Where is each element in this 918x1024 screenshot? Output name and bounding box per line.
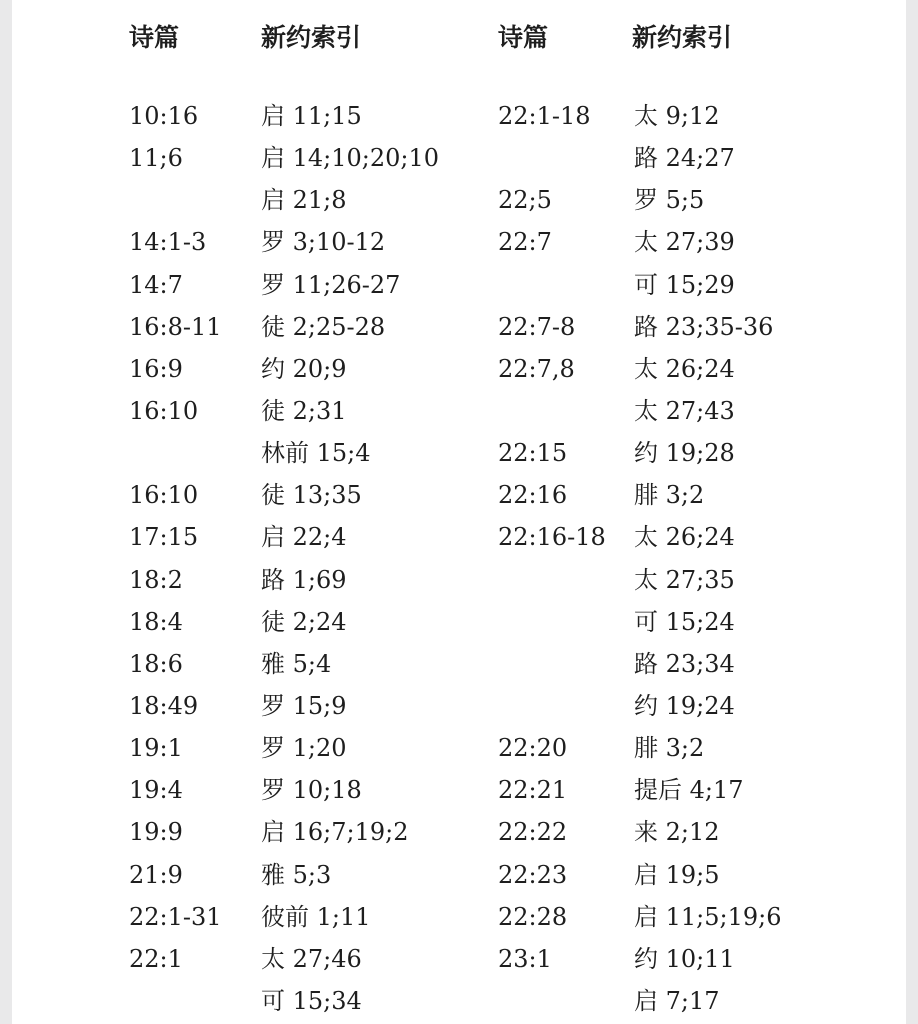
nt-ref-left: 罗 1;20 <box>261 734 347 763</box>
psalm-ref-left: 18:2 <box>129 565 183 594</box>
psalm-ref-left: 14:1-3 <box>129 228 207 257</box>
nt-ref-left: 彼前 1;11 <box>261 902 371 931</box>
table-row <box>12 348 906 390</box>
psalm-ref-left: 17:15 <box>129 523 199 552</box>
nt-ref-right: 罗 5;5 <box>634 186 705 215</box>
nt-ref-right: 腓 3;2 <box>634 481 705 510</box>
header-psalms-right: 诗篇 <box>498 23 549 52</box>
psalm-ref-left: 18:4 <box>129 607 183 636</box>
nt-ref-left: 徒 2;24 <box>261 607 347 636</box>
nt-ref-right: 启 7;17 <box>634 986 720 1015</box>
table-row <box>12 516 906 558</box>
psalm-ref-left: 10:16 <box>129 102 199 130</box>
table-row <box>12 643 906 685</box>
table-row <box>12 264 906 306</box>
header-psalms-left: 诗篇 <box>129 23 180 52</box>
psalm-ref-left: 19:4 <box>129 776 183 805</box>
nt-ref-right: 可 15;29 <box>634 270 735 299</box>
table-row <box>12 980 906 1022</box>
nt-ref-left: 徒 2;25-28 <box>261 312 386 341</box>
nt-ref-right: 太 26;24 <box>634 354 735 383</box>
nt-ref-left: 启 21;8 <box>261 186 347 215</box>
psalm-ref-right: 22:7-8 <box>498 312 576 341</box>
nt-ref-left: 启 22;4 <box>261 523 347 552</box>
table-row <box>12 854 906 896</box>
nt-ref-left: 太 27;46 <box>261 944 362 973</box>
table-row <box>12 474 906 516</box>
psalm-ref-left: 19:1 <box>129 734 183 763</box>
psalm-ref-left: 14:7 <box>129 270 183 299</box>
nt-ref-left: 罗 11;26-27 <box>261 270 401 299</box>
header-nt-index-left: 新约索引 <box>261 23 362 52</box>
psalm-ref-right: 22:15 <box>498 439 568 468</box>
nt-ref-left: 罗 10;18 <box>261 776 362 805</box>
table-row <box>12 811 906 853</box>
nt-ref-right: 来 2;12 <box>634 818 720 847</box>
table-row <box>12 769 906 811</box>
table-row <box>12 559 906 601</box>
psalm-ref-left: 11;6 <box>129 144 183 173</box>
psalm-ref-left: 18:49 <box>129 691 199 720</box>
nt-ref-left: 启 11;15 <box>261 102 362 130</box>
psalm-ref-right: 22:23 <box>498 860 568 889</box>
nt-ref-left: 徒 13;35 <box>261 481 362 510</box>
psalm-ref-right: 22:28 <box>498 902 568 931</box>
nt-ref-left: 路 1;69 <box>261 565 347 594</box>
psalm-ref-right: 22:22 <box>498 818 568 847</box>
psalm-ref-right: 22;5 <box>498 186 552 215</box>
nt-ref-right: 太 27;39 <box>634 228 735 257</box>
psalm-ref-left: 16:9 <box>129 354 183 383</box>
nt-ref-left: 启 16;7;19;2 <box>261 818 409 847</box>
index-table-body <box>12 95 906 1022</box>
psalm-ref-right: 22:1-18 <box>498 102 591 130</box>
table-row <box>12 221 906 263</box>
nt-ref-right: 约 19;24 <box>634 691 735 720</box>
psalm-ref-left: 18:6 <box>129 649 183 678</box>
nt-ref-right: 太 27;43 <box>634 396 735 425</box>
nt-ref-left: 徒 2;31 <box>261 396 347 425</box>
header-nt-index-right: 新约索引 <box>632 23 733 52</box>
index-page <box>12 0 906 1024</box>
nt-ref-right: 约 19;28 <box>634 439 735 468</box>
psalm-ref-right: 22:7,8 <box>498 354 575 383</box>
psalm-ref-left: 16:10 <box>129 481 199 510</box>
table-row <box>12 685 906 727</box>
nt-ref-right: 可 15;24 <box>634 607 735 636</box>
nt-ref-left: 罗 3;10-12 <box>261 228 386 257</box>
psalm-ref-right: 22:7 <box>498 228 552 257</box>
psalm-ref-left: 21:9 <box>129 860 183 889</box>
nt-ref-right: 路 23;35-36 <box>634 312 774 341</box>
psalm-ref-left: 22:1-31 <box>129 902 222 931</box>
nt-ref-left: 林前 15;4 <box>261 439 371 468</box>
nt-ref-right: 太 9;12 <box>634 102 720 130</box>
nt-ref-right: 启 11;5;19;6 <box>634 902 782 931</box>
psalm-ref-right: 22:20 <box>498 734 568 763</box>
table-row <box>12 306 906 348</box>
psalm-ref-left: 16:8-11 <box>129 312 222 341</box>
nt-ref-right: 启 19;5 <box>634 860 720 889</box>
psalm-ref-left: 22:1 <box>129 944 183 973</box>
psalm-ref-right: 22:16 <box>498 481 568 510</box>
nt-ref-left: 雅 5;3 <box>261 860 332 889</box>
psalm-ref-left: 19:9 <box>129 818 183 847</box>
nt-ref-left: 启 14;10;20;10 <box>261 144 440 173</box>
table-row <box>12 601 906 643</box>
nt-ref-right: 路 24;27 <box>634 144 735 173</box>
nt-ref-right: 路 23;34 <box>634 649 735 678</box>
nt-ref-right: 太 26;24 <box>634 523 735 552</box>
nt-ref-left: 约 20;9 <box>261 354 347 383</box>
psalm-ref-left: 16:10 <box>129 396 199 425</box>
psalm-ref-right: 23:1 <box>498 944 552 973</box>
nt-ref-left: 罗 15;9 <box>261 691 347 720</box>
nt-ref-right: 提后 4;17 <box>634 776 744 805</box>
nt-ref-left: 可 15;34 <box>261 986 362 1015</box>
table-row <box>12 137 906 179</box>
table-row <box>12 727 906 769</box>
nt-ref-left: 雅 5;4 <box>261 649 332 678</box>
table-row <box>12 390 906 432</box>
table-row <box>12 179 906 221</box>
table-row <box>12 896 906 938</box>
nt-ref-right: 约 10;11 <box>634 944 735 973</box>
nt-ref-right: 太 27;35 <box>634 565 735 594</box>
table-row <box>12 95 906 137</box>
nt-ref-right: 腓 3;2 <box>634 734 705 763</box>
psalm-ref-right: 22:21 <box>498 776 568 805</box>
table-row <box>12 938 906 980</box>
psalm-ref-right: 22:16-18 <box>498 523 606 552</box>
table-row <box>12 432 906 474</box>
